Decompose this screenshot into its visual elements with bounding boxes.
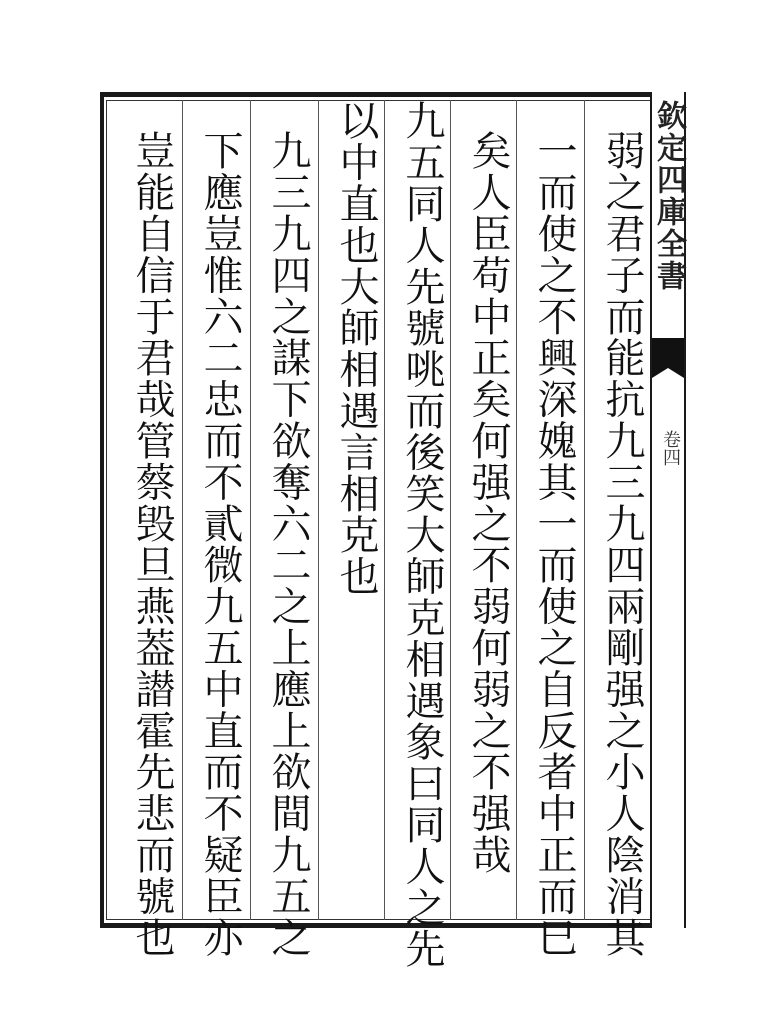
text-column-8: 豈能自信于君哉管蔡毁旦燕葢譛霍先悲而號也 xyxy=(129,130,175,958)
column-rule xyxy=(318,100,319,920)
text-column-3: 矣人臣苟中正矣何强之不弱何弱之不强哉 xyxy=(465,130,511,876)
text-column-6: 九三九四之謀下欲奪六二之上應上欲間九五之 xyxy=(265,130,311,958)
column-rule xyxy=(182,100,183,920)
column-rule xyxy=(250,100,251,920)
text-column-2: 一而使之不興深媿其一而使之自反者中正而巳 xyxy=(531,130,577,958)
fish-tail-mark xyxy=(652,338,684,368)
text-column-7: 下應豈惟六二忠而不貳微九五中直而不疑臣亦 xyxy=(197,130,243,958)
text-column-5: 以中直也大師相遇言相克也 xyxy=(333,100,379,597)
text-column-1: 弱之君子而能抗九三九四兩剛强之小人陰消其 xyxy=(599,130,645,958)
column-rule xyxy=(584,100,585,920)
volume-label: 卷四 xyxy=(660,430,681,466)
book-title: 欽定四庫全書 xyxy=(651,100,686,292)
text-column-4: 九五同人先號咷而後笑大師克相遇象曰同人之先 xyxy=(399,100,445,970)
